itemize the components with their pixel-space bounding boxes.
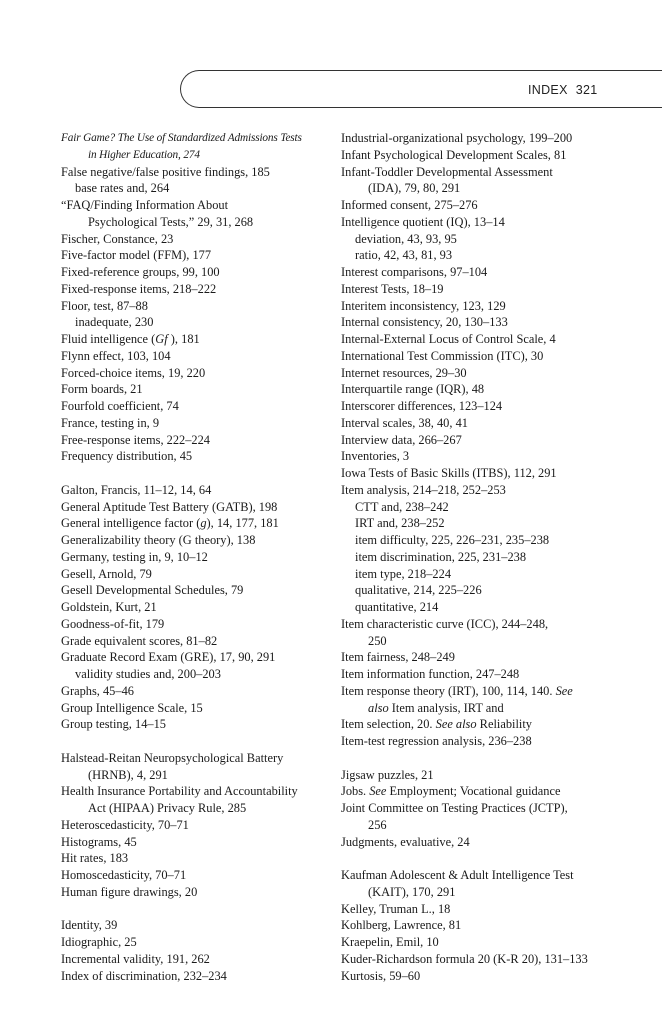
index-entry: Goodness-of-fit, 179 [61,616,165,631]
index-entry: France, testing in, 9 [61,415,160,430]
index-entry: Form boards, 21 [61,382,143,397]
index-entry: Item-test regression analysis, 236–238 [341,734,532,748]
index-entry: Galton, Francis, 11–12, 14, 64 [61,482,212,497]
index-column-right [341,130,641,984]
index-entry: Internal consistency, 20, 130–133 [341,315,508,330]
index-entry: Inventories, 3 [341,449,410,464]
index-entry: Interest comparisons, 97–104 [341,265,488,279]
index-entry: Infant-Toddler Developmental Assessment [341,164,553,179]
index-subentry: inadequate, 230 [75,315,154,330]
index-entry: Internal-External Locus of Control Scale, 4 [341,332,556,346]
index-entry: Item response theory (IRT), 100, 114, 140. See [341,683,573,698]
index-entry: Kaufman Adolescent & Adult Intelligence Test [341,868,574,882]
index-entry: Interest Tests, 18–19 [341,281,444,296]
index-entry: Idiographic, 25 [61,935,137,949]
index-entry: Fixed-response items, 218–222 [61,281,217,296]
index-entry: Identity, 39 [61,918,118,933]
group-gap [61,901,331,918]
index-column-left [61,130,331,984]
index-entry: Hit rates, 183 [61,851,129,866]
index-entry: Interquartile range (IQR), 48 [341,382,485,397]
index-entry: Generalizability theory (G theory), 138 [61,533,256,547]
index-entry: Halstead-Reitan Neuropsychological Battery [61,750,284,765]
index-entry-continuation: (KAIT), 170, 291 [368,884,456,899]
index-entry: Forced-choice items, 19, 220 [61,365,206,380]
index-entry: Interscorer differences, 123–124 [341,399,503,413]
index-entry: Frequency distribution, 45 [61,449,193,464]
index-entry: Homoscedasticity, 70–71 [61,868,187,882]
running-header [528,83,597,97]
index-subentry: ratio, 42, 43, 81, 93 [355,248,453,263]
index-entry: Interview data, 266–267 [341,432,462,447]
index-entry: Germany, testing in, 9, 10–12 [61,549,208,564]
index-entry: False negative/false positive findings, 185 [61,164,270,179]
index-entry: Intelligence quotient (IQ), 13–14 [341,214,505,229]
index-entry: Interitem inconsistency, 123, 129 [341,298,506,313]
index-entry-continuation: 250 [368,633,387,648]
index-entry: Kraepelin, Emil, 10 [341,935,439,949]
index-entry: Heteroscedasticity, 70–71 [61,817,189,832]
index-entry: General Aptitude Test Battery (GATB), 198 [61,499,278,514]
index-entry: Gesell, Arnold, 79 [61,566,152,581]
index-entry: Fourfold coefficient, 74 [61,399,179,413]
group-gap [61,465,331,482]
index-entry: Flynn effect, 103, 104 [61,348,171,363]
index-subentry: IRT and, 238–252 [355,516,445,531]
group-gap [61,733,331,750]
index-entry: Fischer, Constance, 23 [61,231,174,246]
index-subentry: deviation, 43, 93, 95 [355,231,457,246]
index-entry: “FAQ/Finding Information About [61,198,229,212]
index-entry: Judgments, evaluative, 24 [341,834,470,849]
index-entry: Free-response items, 222–224 [61,432,211,447]
index-subentry: item discrimination, 225, 231–238 [355,549,527,564]
index-entry: Graphs, 45–46 [61,683,134,698]
index-entry: Jigsaw puzzles, 21 [341,767,434,782]
group-gap [341,750,641,767]
index-entry: Kelley, Truman L., 18 [341,901,451,916]
index-entry: Industrial-organizational psychology, 199–200 [341,131,573,145]
index-entry: Human figure drawings, 20 [61,884,198,899]
index-entry: Joint Committee on Testing Practices (JCTP), [341,801,568,815]
index-entry: Fair Game? The Use of Standardized Admissions Tests [61,132,302,144]
index-entry-continuation: also Item analysis, IRT and [368,700,504,715]
index-entry: Infant Psychological Development Scales, 81 [341,147,567,162]
index-entry: Grade equivalent scores, 81–82 [61,633,218,648]
index-entry: Index of discrimination, 232–234 [61,968,227,983]
index-entry: Health Insurance Portability and Accountability [61,784,298,799]
index-entry: Fluid intelligence (Gf ), 181 [61,332,200,346]
index-subentry: CTT and, 238–242 [355,499,449,514]
index-entry: Item analysis, 214–218, 252–253 [341,482,506,497]
index-entry: Kohlberg, Lawrence, 81 [341,918,462,933]
index-entry: Item characteristic curve (ICC), 244–248, [341,616,549,631]
index-entry-continuation: (IDA), 79, 80, 291 [368,181,461,196]
index-entry: Graduate Record Exam (GRE), 17, 90, 291 [61,650,276,665]
index-entry: Group testing, 14–15 [61,717,166,732]
index-entry: Fixed-reference groups, 99, 100 [61,265,220,279]
index-subentry: validity studies and, 200–203 [75,667,221,681]
index-entry: General intelligence factor (g), 14, 177, 181 [61,516,279,531]
index-entry: Item selection, 20. See also Reliability [341,717,532,732]
index-entry: International Test Commission (ITC), 30 [341,348,544,363]
index-entry: Iowa Tests of Basic Skills (ITBS), 112, 291 [341,466,557,480]
index-entry: Internet resources, 29–30 [341,365,467,380]
index-entry-continuation: (HRNB), 4, 291 [88,767,168,782]
index-entry: Interval scales, 38, 40, 41 [341,415,468,430]
index-entry: Kurtosis, 59–60 [341,968,421,983]
index-entry: Jobs. See Employment; Vocational guidance [341,784,561,799]
page-number: 321 [575,83,598,97]
index-entry: Goldstein, Kurt, 21 [61,600,157,614]
index-entry-continuation: Psychological Tests,” 29, 31, 268 [88,214,254,229]
index-entry: Five-factor model (FFM), 177 [61,248,212,263]
index-entry: Group Intelligence Scale, 15 [61,700,203,715]
section-label: INDEX [528,83,568,97]
index-subentry: qualitative, 214, 225–226 [355,583,482,598]
index-entry-continuation: 256 [368,817,387,832]
index-entry: Histograms, 45 [61,834,137,849]
index-entry: Item information function, 247–248 [341,667,520,681]
index-entry-continuation: Act (HIPAA) Privacy Rule, 285 [88,801,247,815]
index-subentry: item difficulty, 225, 226–231, 235–238 [355,533,550,547]
group-gap [341,850,641,867]
index-entry: Floor, test, 87–88 [61,298,148,313]
index-entry: Kuder-Richardson formula 20 (K-R 20), 131–133 [341,951,588,966]
index-entry: Informed consent, 275–276 [341,198,478,212]
index-subentry: item type, 218–224 [355,566,452,581]
index-entry: Incremental validity, 191, 262 [61,951,210,966]
index-subentry: quantitative, 214 [355,600,439,614]
index-entry-continuation: in Higher Education, 274 [88,148,200,161]
index-entry: Gesell Developmental Schedules, 79 [61,583,244,598]
index-entry: Item fairness, 248–249 [341,650,455,665]
index-subentry: base rates and, 264 [75,181,170,196]
